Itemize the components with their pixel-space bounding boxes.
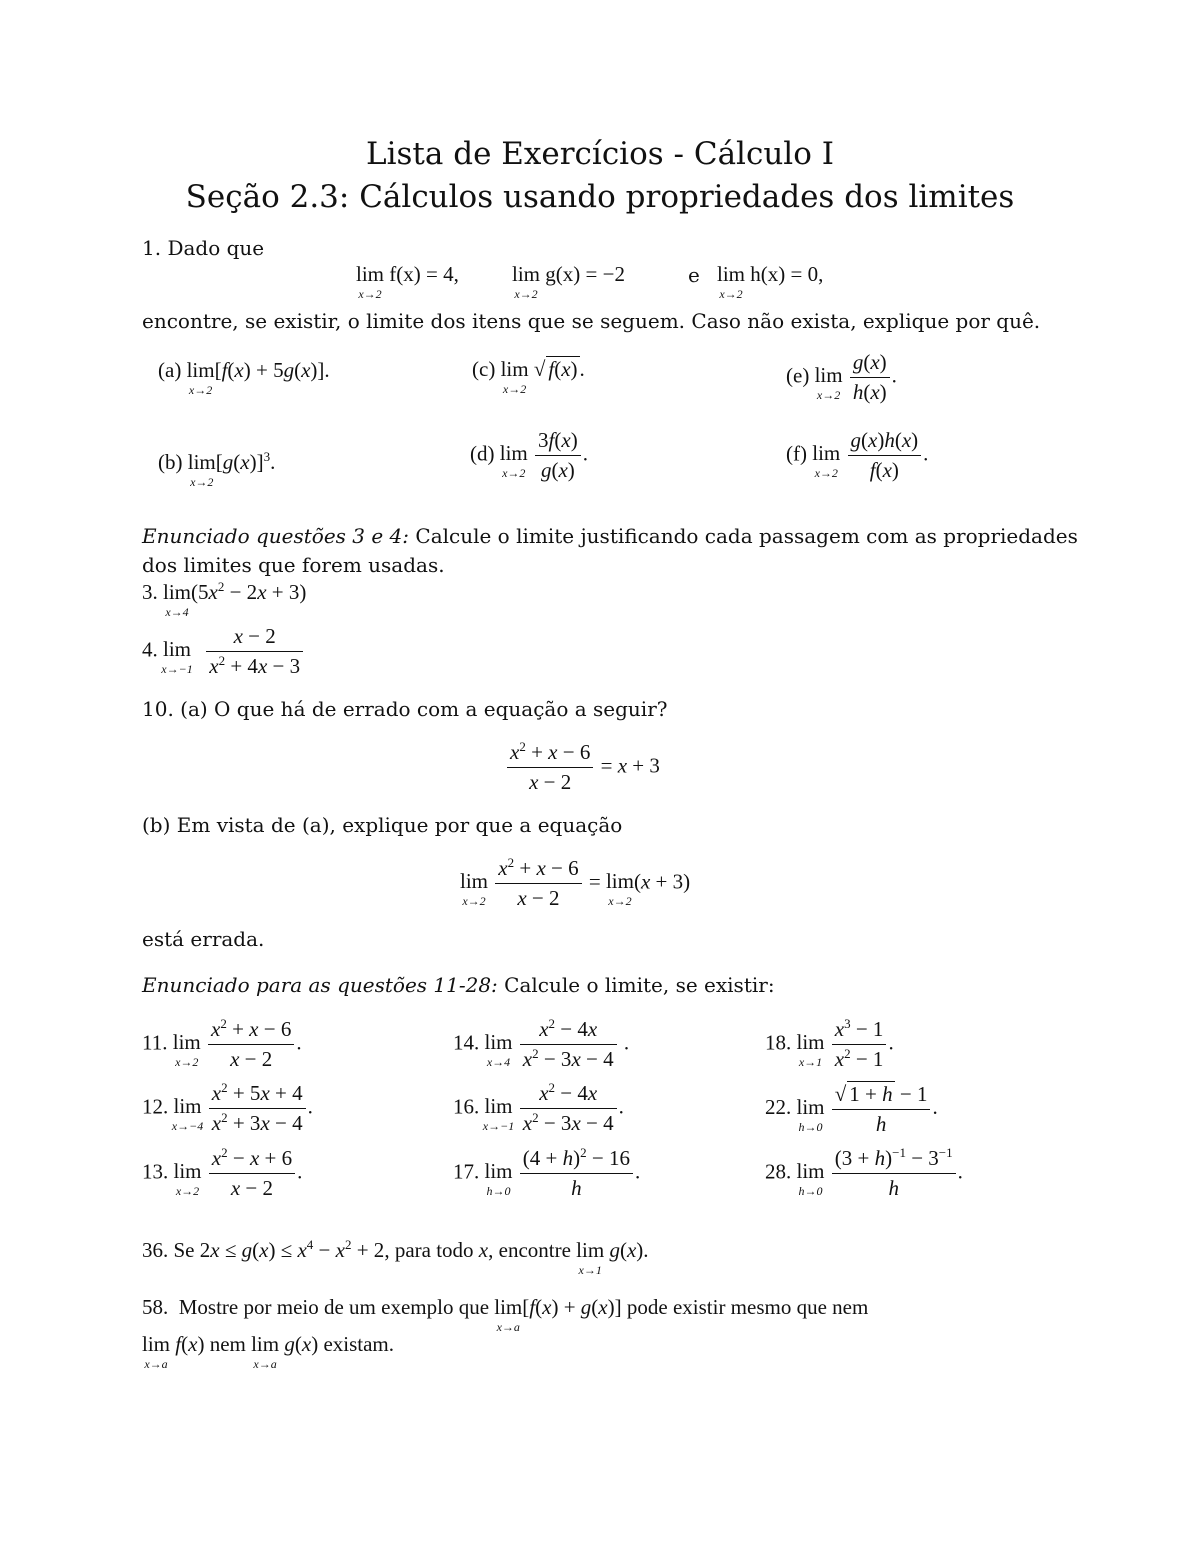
q10-a: 10. (a) O que há de errado com a equação a seguir?	[142, 697, 668, 721]
q1-item-d: (d) lim x→2 $\frac{3f(x)}{g(x)}$ .	[470, 428, 588, 482]
q1-given-h: lim x→2 h(x) = 0,	[717, 262, 824, 301]
q4: 4. lim x→−1 $\frac{x - 2}{x^2 + 4x - 3}$	[142, 624, 305, 679]
q13: 13. lim x→2 $\frac{x^2 - x + 6}{x - 2}$ .	[142, 1145, 303, 1200]
q1-item-c: (c) lim x→2 √ f(x).	[472, 357, 585, 396]
q12: 12. lim x→−4 $\frac{x^2 + 5x + 4}{x^2 + 3x - 4}$ .	[142, 1080, 313, 1135]
q28: 28. lim h→0 $\frac{(3 + h)^{-1} - 3^{-1}}{h}$ .	[765, 1145, 963, 1200]
q1-item-e: (e) lim x→2 $\frac{g(x)}{h(x)}$ .	[786, 350, 897, 404]
q17: 17. lim h→0 $\frac{(4 + h)^2 - 16}{h}$ .	[453, 1145, 641, 1200]
statement-3-4: Enunciado questões 3 e 4: Calcule o limite justificando cada passagem com as propriedades	[142, 524, 1078, 548]
q22: 22. lim h→0 $\frac{√ 1 + h - 1}{h}$ .	[765, 1082, 938, 1136]
q1-given-g: lim x→2 g(x) = −2	[512, 262, 625, 301]
q18: 18. lim x→1 $\frac{x^3 - 1}{x^2 - 1}$ .	[765, 1016, 894, 1071]
page-subtitle: Seção 2.3: Cálculos usando propriedades dos limites	[185, 179, 1015, 215]
q10-limit-equation: lim x→2 $\frac{x^2 + x - 6}{x - 2}$ = lim x→2 (x + 3)	[460, 855, 691, 910]
q1-item-b: (b) lim x→2 $[g(x)]^3$.	[158, 449, 276, 489]
q10-equation: $\frac{x^2 + x - 6}{x - 2}$ = x + 3	[505, 740, 660, 795]
q10-tail: está errada.	[142, 927, 265, 951]
q14: 14. lim x→4 $\frac{x^2 - 4x}{x^2 - 3x - 4}$ .	[453, 1016, 630, 1071]
statement-3-4-cont: dos limites que forem usadas.	[142, 553, 445, 577]
q1-given-f: lim x→2 f(x) = 4,	[356, 262, 459, 301]
q11: 11. lim x→2 $\frac{x^2 + x - 6}{x - 2}$ .	[142, 1016, 302, 1071]
q1-intro: 1. Dado que	[142, 236, 265, 260]
q36: 36. Se $2x \le g(x) \le x^4 - x^2 + 2$, para todo x, encontre lim x→1 g(x).	[142, 1237, 649, 1277]
q1-item-f: (f) lim x→2 $\frac{g(x)h(x)}{f(x)}$ .	[786, 428, 929, 482]
statement-11-28: Enunciado para as questões 11-28: Calcule o limite, se existir:	[142, 973, 775, 997]
page-title: Lista de Exercícios - Cálculo I	[366, 136, 834, 172]
q16: 16. lim x→−1 $\frac{x^2 - 4x}{x^2 - 3x - 4}$ .	[453, 1080, 624, 1135]
q10-b: (b) Em vista de (a), explique por que a equação	[142, 813, 623, 837]
q58-line1: 58. Mostre por meio de um exemplo que lim x→a [f(x) + g(x)] pode existir mesmo que nem	[142, 1295, 869, 1334]
q1-item-a: (a) lim x→2 [f(x) + 5g(x)].	[158, 358, 330, 397]
q1-given-conj: e	[688, 263, 700, 287]
q58-line2: lim x→a f(x) nem lim x→a g(x) existam.	[142, 1332, 395, 1371]
q3: 3. lim x→4 $(5x^2 - 2x + 3)$	[142, 579, 307, 619]
q1-instruction: encontre, se existir, o limite dos itens que se seguem. Caso não exista, explique por quê.	[142, 309, 1041, 333]
